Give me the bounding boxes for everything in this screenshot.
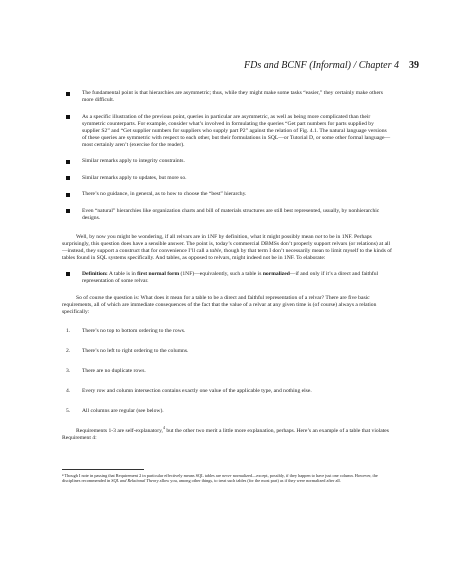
requirement-item	[62, 348, 392, 355]
requirement-item	[62, 388, 392, 395]
book-title: SQL and Relational Theory	[111, 478, 159, 484]
requirement-number: 2.	[66, 347, 71, 354]
requirement-number: 5.	[66, 407, 71, 414]
requirement-text: Every row and column intersection contains exactly one value of the applicable type, and nothing else.	[82, 387, 312, 394]
requirement-item	[62, 368, 392, 375]
bullet-item	[62, 191, 392, 198]
bullet-text: Even “natural” hierarchies like organization charts and bill of materials structures are still best represented, usually, by nonhierarchic designs.	[82, 207, 380, 221]
bullet-text: Similar remarks apply to integrity constraints.	[82, 158, 185, 164]
bullet-square-icon	[66, 176, 70, 180]
term-first-normal-form: first normal form	[137, 270, 180, 277]
bullet-item	[62, 175, 392, 182]
text-run: Well, by now you might be wondering, if all relvars are in 1NF by definition, what it might possibly mean	[76, 233, 315, 240]
requirement-item	[62, 328, 392, 335]
emphasis-not: not	[314, 233, 323, 240]
requirement-number: 3.	[66, 367, 71, 374]
requirement-text: There are no duplicate rows.	[82, 367, 146, 374]
bullet-square-icon	[66, 92, 70, 96]
bullet-item	[62, 114, 392, 149]
text-run: to be in 1NF. Perhaps surprisingly, this question does have a sensible answer. The point is, today’s commercial DBMSs don’t properly support relvars (or relations) at all—instead, they support a construct that for convenience I’ll call a	[62, 233, 391, 254]
bullet-square-icon	[66, 193, 70, 197]
text-run: A table is in	[107, 270, 138, 277]
bullet-square-icon	[66, 115, 70, 119]
bullet-item	[62, 158, 392, 165]
text-run: normalized—except, possibly, if they happen to have just one column. However, the disciplines recommended in	[62, 473, 378, 484]
paragraph-requirements-intro: So of course the question is: What does it mean for a table to be a direct and faithful representation of a relvar? There are five basic requirements, all of which are immediate consequences of the fact that the value of a relvar at any given time is (of course) always a relation specifically:	[62, 294, 377, 315]
body-text	[62, 90, 392, 451]
requirement-number: 4.	[66, 387, 71, 394]
text-run: , though by that term I don’t necessarily mean to limit myself to the kinds of tables found in SQL systems specifically. And tables, as opposed to relvars, might indeed not be in 1NF. To elaborate:	[62, 247, 392, 261]
bullet-item	[62, 90, 392, 104]
requirement-number: 1.	[66, 327, 71, 334]
footnote-reference: 4	[162, 424, 165, 430]
text-run: Requirements 1-3 are self-explanatory,	[76, 427, 163, 434]
text-run: —if and only if it’s a direct and faithful representation of some relvar.	[82, 270, 379, 284]
bullet-text: There’s no guidance, in general, as to how to choose the “best” hierarchy.	[82, 191, 247, 197]
chapter-title: FDs and BCNF (Informal) / Chapter 4	[244, 60, 399, 71]
emphasis-table: table	[209, 247, 222, 254]
text-run: ⁴ Though I note in passing that Requirement 2 in particular effectively means SQL tables are	[62, 473, 223, 478]
bullet-text: Similar remarks apply to updates, but more so.	[82, 174, 187, 181]
text-run: (1NF)—equivalently, such a table is	[179, 270, 263, 277]
definition-label: Definition:	[82, 270, 108, 277]
bullet-square-icon	[66, 209, 70, 213]
bullet-text: As a specific illustration of the previous point, queries in particular are asymmetric, as well as being more complicated than their symmetric counterparts. For example, consider what’s involved in formulating the queries “Get part numbers for parts supplied by supplier S2” and “Get supplier numbers for suppliers who supply part P2” against the relation of Fig. 4.1. The natural language versions of these queries are symmetric with respect to each other, but their formulations in SQL—or Tutorial D, or some other formal language—most certainly aren’t (exercise for the reader).	[82, 113, 391, 148]
page-number: 39	[409, 60, 419, 71]
bullet-square-icon	[66, 272, 70, 276]
bullet-square-icon	[66, 160, 70, 164]
paragraph-1nf-question	[62, 234, 392, 262]
bullet-item	[62, 208, 392, 222]
requirement-item	[62, 408, 392, 415]
emphasis-never: never	[222, 473, 232, 478]
paragraph-requirements-explained	[62, 424, 392, 442]
text-run: but the other two merit a little more explanation, perhaps. Here’s an example of a table that violates Requirement 4:	[62, 427, 389, 441]
bullet-text: The fundamental point is that hierarchies are asymmetric; thus, while they might make some tasks “easier,” they certainly make others more difficult.	[82, 90, 383, 103]
footnote-divider	[62, 469, 144, 470]
requirement-text: There’s no top to bottom ordering to the rows.	[82, 327, 186, 334]
requirement-text: There’s no left to right ordering to the columns.	[82, 347, 189, 354]
footnote	[62, 473, 392, 484]
requirement-text: All columns are regular (see below).	[82, 407, 164, 414]
definition-item	[62, 271, 392, 285]
term-normalized: normalized	[262, 270, 290, 277]
text-run: allow you, among other things, to treat such tables (for the most part) as if they were normalized after all.	[158, 478, 341, 484]
running-header	[244, 60, 419, 71]
